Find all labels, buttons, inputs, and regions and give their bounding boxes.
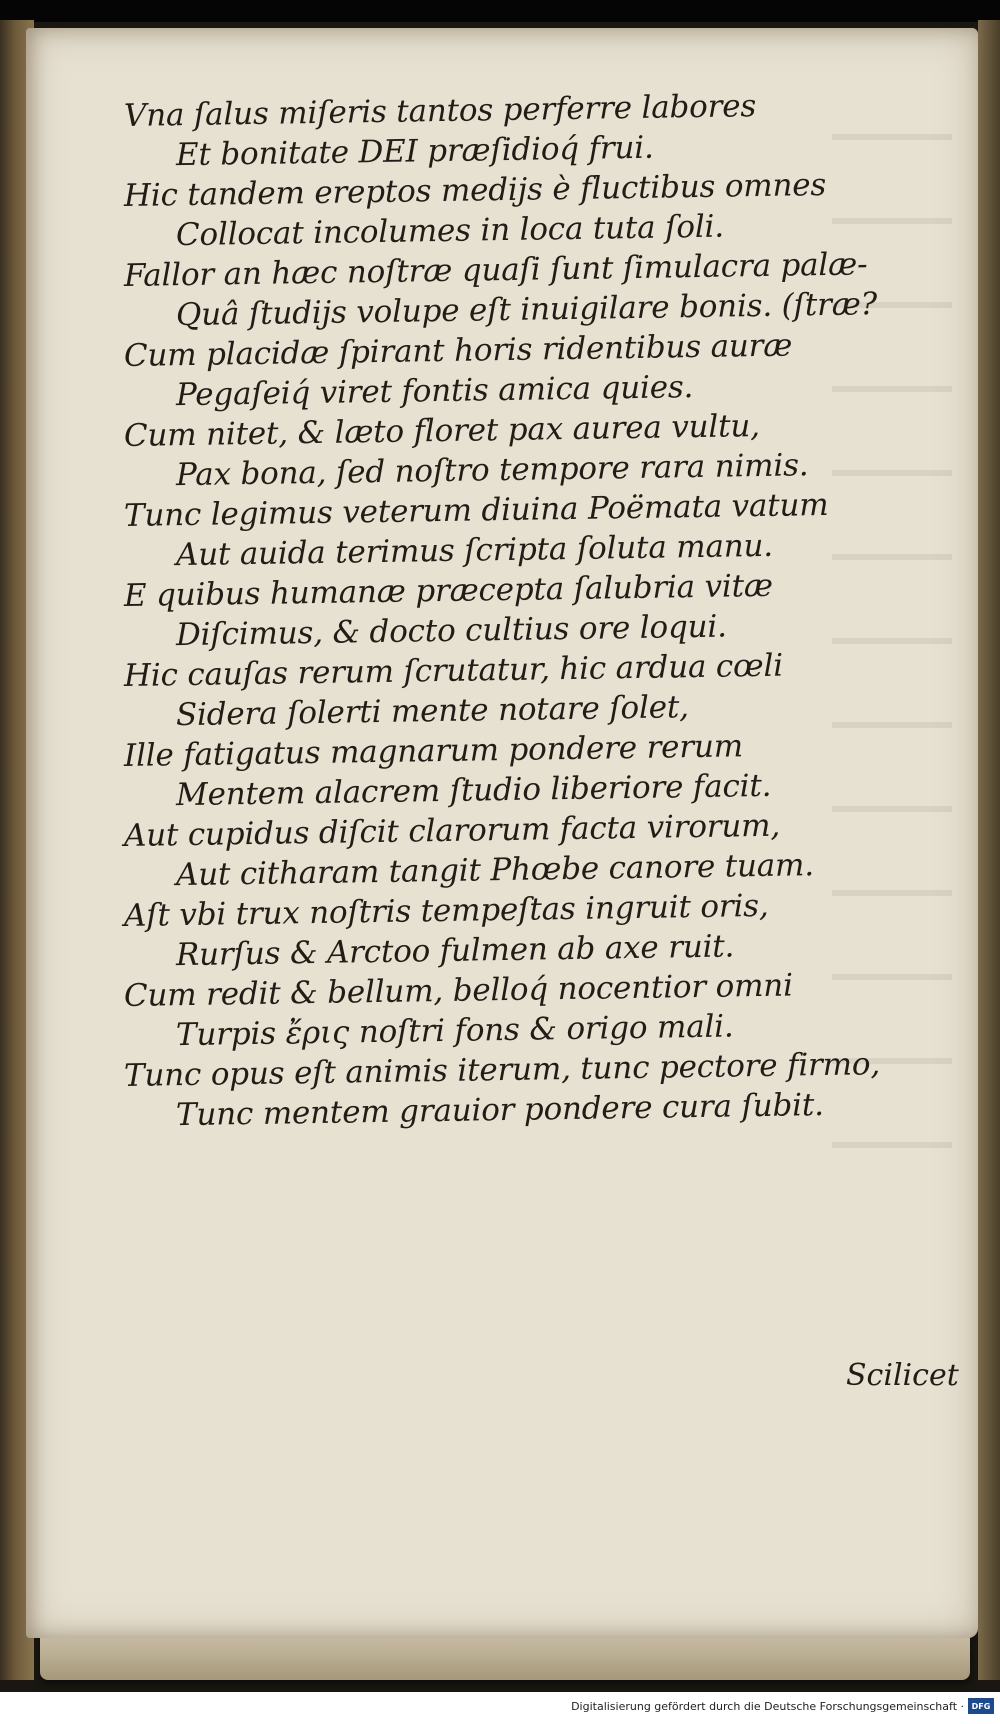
poem-line: Aut citharam tangit Phœbe canore tuam.: [175, 847, 815, 894]
scan-top-border: [0, 0, 1000, 22]
poem-line: Collocat incolumes in loca tuta ſoli.: [175, 208, 725, 254]
poem-text: [123, 88, 944, 1136]
poem-line: Pegaſeiq́ viret fontis amica quies.: [175, 369, 694, 414]
poem-line: Tunc opus eſt animis iterum, tunc pectore firmo,: [123, 1046, 881, 1094]
poem-line: Cum redit & bellum, belloq́ nocentior omni: [123, 967, 794, 1014]
poem-line: Fallor an hæc noſtræ quaſi ſunt ſimulacra palæ-: [123, 246, 868, 294]
poem-line: Aſt vbi trux noſtris tempeſtas ingruit oris,: [123, 887, 769, 934]
dfg-logo-icon: DFG: [968, 1698, 994, 1714]
book-fore-edge: [978, 20, 1000, 1680]
poem-line: Et bonitate DEI præſidioq́ frui.: [175, 129, 654, 174]
poem-line: Cum placidæ ſpirant horis ridentibus auræ: [123, 327, 793, 374]
poem-line: Aut auida terimus ſcripta ſoluta manu.: [175, 527, 774, 574]
poem-line: Vna ſalus miſeris tantos perferre labores: [123, 88, 757, 134]
poem-line: Hic cauſas rerum ſcrutatur, hic ardua cœli: [123, 647, 784, 694]
footer-credit: Digitalisierung gefördert durch die Deutsche Forschungsgemeinschaft ·: [571, 1700, 964, 1713]
poem-line: Rurſus & Arctoo fulmen ab axe ruit.: [175, 928, 735, 974]
poem-line: Quâ ſtudijs volupe eſt inuigilare bonis. (ſtræ?: [175, 286, 878, 334]
poem-line: Tunc mentem grauior pondere cura ſubit.: [175, 1087, 825, 1134]
digitization-footer: [0, 1692, 1000, 1724]
poem-line: Sidera ſolerti mente notare ſolet,: [175, 689, 690, 734]
poem-line: Pax bona, ſed noſtro tempore rara nimis.: [175, 447, 809, 494]
catchword: Scilicet: [846, 1358, 959, 1393]
poem-line: Diſcimus, & docto cultius ore loqui.: [175, 608, 727, 654]
poem-line: Cum nitet, & læto floret pax aurea vultu,: [123, 408, 761, 454]
poem-line: Mentem alacrem ſtudio liberiore facit.: [175, 767, 772, 814]
poem-line: E quibus humanæ præcepta ſalubria vitæ: [123, 567, 774, 614]
poem-line: Turpis ἔρις noſtri fons & origo mali.: [175, 1008, 734, 1054]
poem-line: Hic tandem ereptos medijs è fluctibus omnes: [123, 166, 827, 214]
poem-line: Aut cupidus diſcit clarorum facta virorum,: [123, 807, 781, 854]
poem-line: Ille fatigatus magnarum pondere rerum: [123, 728, 744, 774]
poem-line: Tunc legimus veterum diuina Poëmata vatum: [123, 486, 829, 534]
